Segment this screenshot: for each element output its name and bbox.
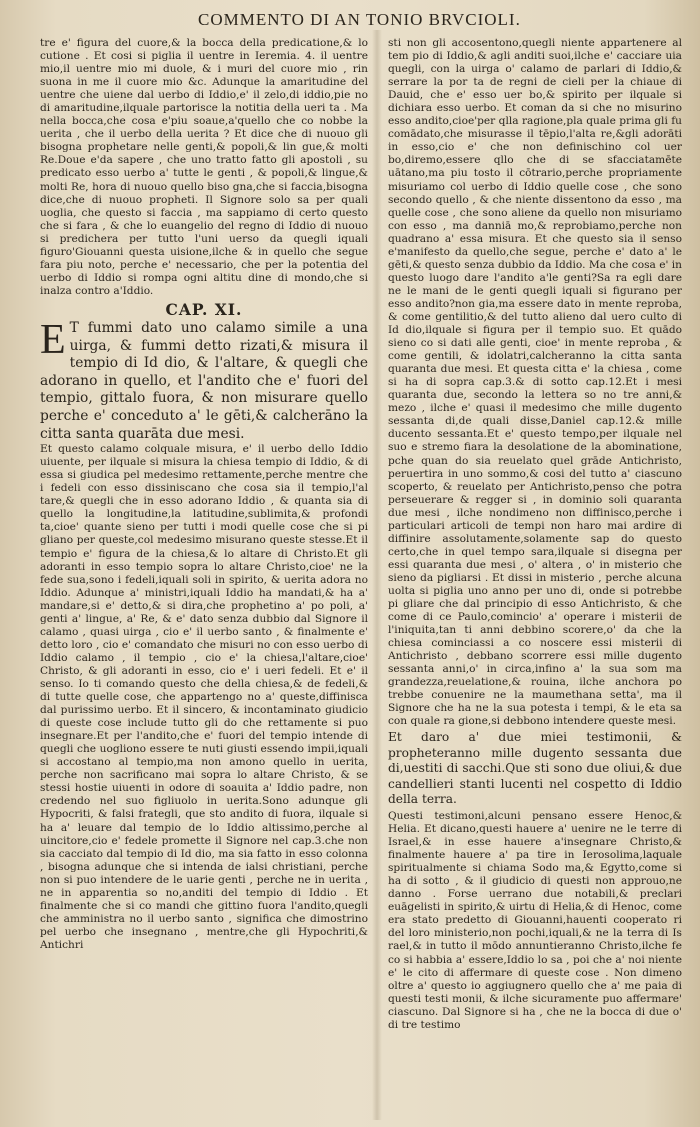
scripture-text: T fummi dato uno calamo simile a una uirga, & fummi detto rizati,& misura il tempio di Id dio, & l'altare, & quegli che adorano in quello, et l'andito che e' fuori del tempio, gittalo fuora, & non misurare quello perche e' conceduto a' le gēti,& calcherāno la citta santa quarāta due mesi. xyxy=(40,319,368,442)
scripture-passage: Et daro a' due miei testimonii, & propheteranno mille dugento sessanta due di,uestiti di sacchi.Que sti sono due oliui,& due candellieri stanti lucenti nel cospetto di Iddio della terra. xyxy=(388,730,682,807)
commentary-paragraph: sti non gli accosentono,quegli niente appartenere al tem pio di Iddio,& agli anditi suoi,ilche e' cacciare uia quegli, con la uirga o' calamo de parlari di Iddio,& serrare la por ta de regni de cieli per la chiaue di Dauid, che e' esso uer bo,& spirito per ilquale si dichiara esso uerbo. Et coman da si che no misurino esso andito,cioe'per qlla ragione,pla quale prima gli fu comādato,che misurasse il tēpio,l'alta re,&gli adorāti in esso,cio e' che non definischino col uer bo,diremo,essere qllo che di se sfacciatamēte uātano,ma piu tosto il cōtrario,perche propriamente misuriamo col uerbo di Iddio quelle cose , che sono secondo quello , & che niente dissentono da esso , ma quelle cose , che sono aliene da quello non misuriamo con esso , ma danniā mo,& reprobiamo,perche non quadrano a' essa misura. Et che questo sia il senso e'manifesto da quello,che segue, perche e' dato a' le gēti,& questo senza dubbio da Iddio. Ma che cosa e' in questo luogo dare l'andito a'le genti?Sa ra egli dare ne le mani de le genti quegli iquali si figurano per esso andito?non gia,ma essere dato in mente reproba, & come gentilitio,& del tutto alieno dal uero culto di Id dio,ilquale si figura per il tempio suo. Et quādo sieno co si dati alle genti, cioe' in mente reproba , & come gentili, & idolatri,calcheranno la citta santa quaranta due mesi. Et questa citta e' la chiesa , come si ha di sopra cap.3.& di sotto cap.12.Et i mesi quaranta due, secondo la lettera so no tre anni,& mezo , ilche e' quasi il medesimo che mille dugento sessanta di,de quali disse,Daniel cap.12.& mille ducento sessanta.Et e' questo tempo,per ilquale nel suo e stremo fiara la desolatione de la abominatione, pche quan do sia reuelato quel grāde Antichristo, peruertira in uno sommo,& cosi del tutto a' ciascuno scoperto, & reuelato per Antichristo,penso che potra perseuerare & regger si , in dominio soli quaranta due mesi , ilche nondimeno non diffinisco,perche i particulari articoli de tempi non haro mai ardire di diffinire assolutamente,solamente sap do questo certo,che in quel tempo sara,ilquale si disegna per essi quaranta due mesi , o' altera , o' in misterio che sieno da pigliarsi . Et dissi in misterio , perche alcuna uolta si piglia uno anno per uno di, onde si potrebbe pi gliare che dal principio di esso Antichristo, & che come di ce Paulo,comincio' a' operare i misterii de l'iniquita,tan ti anni debbino scorere,o' da che la chiesa cominciassi a co noscere essi misterii di Antichristo , debbano scorrere essi mille dugento sessanta anni,o' in circa,infino a' la sua som ma grandezza,reuelatione,& rouina, ilche anchora po trebbe conuenire ne la maumethana setta', ma il Signore che ha ne la sua potesta i tempi, & le eta sa con quale ra gione,si debbono intendere queste mesi. xyxy=(388,37,682,728)
right-column xyxy=(388,37,682,1097)
chapter-heading: CAP. XI. xyxy=(165,299,243,319)
scripture-passage xyxy=(40,316,368,443)
drop-capital: E xyxy=(40,316,66,363)
running-header xyxy=(0,4,700,34)
commentary-paragraph: Questi testimoni,alcuni pensano essere Henoc,& Helia. Et dicano,questi hauere a' uenire ne le terre di Israel,& in esse hauere a'insegnare Christo,& finalmente hauere a' pa tire in Ierosolima,laquale spiritualmente si chiama Sodo ma,& Egytto,come si ha di sotto , & il giudicio di questi non approuo,ne danno . Forse uerrano due notabili,& preclari euāgelisti in spirito,& uirtu di Helia,& di Henoc, come era stato predetto di Giouanni,hauenti cooperato ri del loro ministerio,non pochi,iquali,& ne la terra di Is rael,& in tutto il mōdo annuntieranno Christo,ilche fe co si habbia a' essere,Iddio lo sa , poi che a' noi niente e' le cito di affermare di queste cose . Non dimeno oltre a' questo io aggiugnero quello che a' me paia di questi testi monii, & ilche sicuramente puo affermare' ciascuno. Dal Signore si ha , che ne la bocca di due o' di tre testimo xyxy=(388,809,682,1031)
column-gutter xyxy=(372,30,382,1120)
left-column xyxy=(40,37,368,1097)
page-title: COMMENTO DI AN TONIO BRVCIOLI. xyxy=(198,10,521,29)
commentary-paragraph: Et questo calamo colquale misura, e' il uerbo dello Iddio uiuente, per ilquale si misura la chiesa tempio di Iddio, & di essa si giudica pel medesimo rettamente,perche mentre che i fedeli con esso dissiniscano che cosa sia il tempio,l'al tare,& quegli che in esso adorano Iddio , & quanta sia di quello la longitudine,la latitudine,sublimita,& profondi ta,cioe' quante sieno per tutti i modi quelle cose che si pi gliano per queste,col medesimo misurano queste stesse.Et il tempio e' figura de la chiesa,& lo altare di Christo.Et gli adoranti in esso tempio sopra lo altare Christo,cioe' ne la fede sua,sono i fedeli,iquali soli in spirito, & uerita adora no Iddio. Adunque a' ministri,iquali Iddio ha mandati,& ha a' mandare,si e' detto,& si dira,che prophetino a' po poli, a' genti a' lingue, a' Re, & e' dato senza dubbio dal Signore il calamo , quasi uirga , cio e' il uerbo santo , & finalmente e' detto loro , cio e' comandato che misuri no con esso uerbo di Iddio calamo , il tempio , cio e' la chiesa,l'altare,cioe' Christo, & gli adoranti in esso, cio e' i ueri fedeli. Et e' il senso. Io ti comando questo che della chiesa,& de fedeli,& di tutte quelle cose, che appartengo no a' queste,diffinisca dal purissimo uerbo. Et il sincero, & incontaminato giudicio di queste cose include tutto gli do che rettamente si puo insegnare.Et per l'andito,che e' fuori del tempio intende di quegli che uogliono essere te nuti giusti essendo impii,iquali si accostano al tempio,ma non amono quello in uerita, perche non sacrificano mai sopra lo altare Christo, & se stessi hostie uiuenti in odore di soauita a' Iddio padre, non credendo nel suo figliuolo in uerita.Sono adunque gli Hypocriti, & falsi frategli, que sto andito di fuora, ilquale si ha a' leuare dal tempio de lo Iddio altissimo,perche al uincitore,cio e' fedele promette il Signore nel cap.3.che non sia cacciato dal tempio di Id dio, ma sia fatto in esso colonna , bisogna adunque che si intenda de ialsi christiani, perche non si puo intendere de le uarie genti , perche ne in uerita , ne in apparentia so no,anditi del tempio di Iddio . Et finalmente che si co mandi che gittino fuora l'andito,quegli che amministra no il uerbo santo , significa che dimostrino pel uerbo che insegnano , mentre,che gli Hypochriti,& Antichri xyxy=(40,443,368,951)
commentary-paragraph: tre e' figura del cuore,& la bocca della predicatione,& lo cutione . Et cosi si piglia il uentre in Ieremia. 4. il uentre mio,il uentre mio mi duole, & i muri del cuore mio , rin suona in me il cuore mio &c. Adunque la amaritudine del uentre che uiene dal uerbo di Iddio,e' il zelo,di iddio,pie no di amaritudine,ilquale partorisce la notitia della ueri ta . Ma nella bocca,che cosa e'piu soaue,a'quello che co nobbe la uerita , che il uerbo della uerita ? Et dice che di nuouo gli bisogna prophetare nelle genti,& popoli,& lin gue,& molti Re.Doue e'da sapere , che uno tratto fatto gli apostoli , su predicato esso uerbo a' tutte le genti , & popoli,& lingue,& molti Re, hora di nuouo quello biso gna,che si faccia,bisogna dice,che di nuouo propheti. Il Signore solo sa per quali uoglia, che questo si faccia , ma sappiamo di certo questo che si fara , & che lo euangelio del regno di Iddio di nuouo si predichera per tutto l'uni uerso da quegli iquali figuro'Giouanni questa uisione,ilche & in quello che segue fara piu noto, perche e' necessario, che per la potentia del uerbo di Iddio si rompa ogni altitu dine di mondo,che si inalza contro a'Iddio. xyxy=(40,37,368,297)
